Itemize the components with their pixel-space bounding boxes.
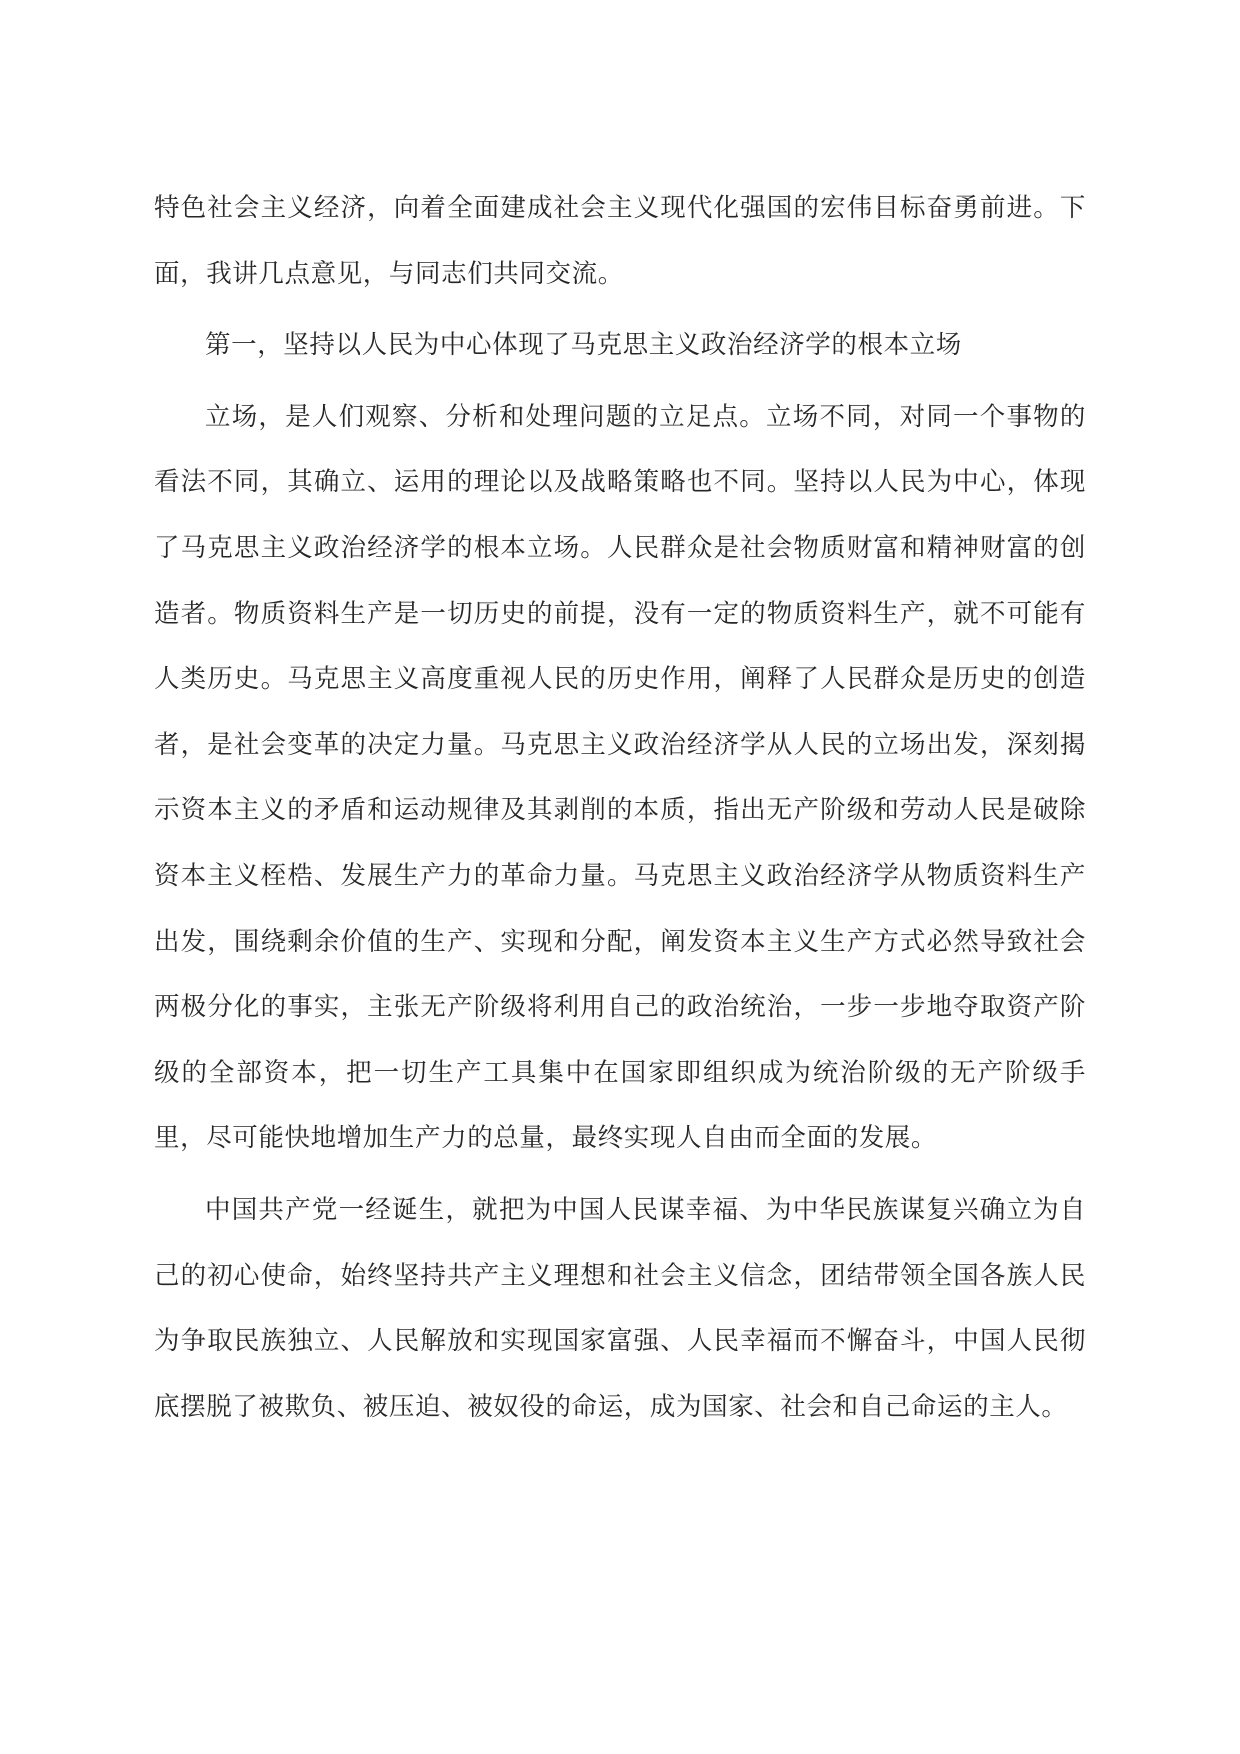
section-heading: 第一，坚持以人民为中心体现了马克思主义政治经济学的根本立场 xyxy=(205,330,962,361)
paragraph-party: 中国共产党一经诞生，就把为中国人民谋幸福、为中华民族谋复兴确立为自己的初心使命，始终坚持共产主义理想和社会主义信念，团结带领全国各族人民为争取民族独立、人民解放和实现国家富强、人民幸福而不懈奋斗，中国人民彻底摆脱了被欺负、被压迫、被奴役的命运，成为国家、社会和自己命运的主人。 xyxy=(154,1194,1086,1422)
document-body xyxy=(154,176,1086,1440)
paragraph-intro-continuation: 特色社会主义经济，向着全面建成社会主义现代化强国的宏伟目标奋勇前进。下面，我讲几点意见，与同志们共同交流。 xyxy=(154,193,1086,289)
paragraph-stance: 立场，是人们观察、分析和处理问题的立足点。立场不同，对同一个事物的看法不同，其确立、运用的理论以及战略策略也不同。坚持以人民为中心，体现了马克思主义政治经济学的根本立场。人民群众是社会物质财富和精神财富的创造者。物质资料生产是一切历史的前提，没有一定的物质资料生产，就不可能有人类历史。马克思主义高度重视人民的历史作用，阐释了人民群众是历史的创造者，是社会变革的决定力量。马克思主义政治经济学从人民的立场出发，深刻揭示资本主义的矛盾和运动规律及其剥削的本质，指出无产阶级和劳动人民是破除资本主义桎梏、发展生产力的革命力量。马克思主义政治经济学从物质资料生产出发，围绕剩余价值的生产、实现和分配，阐发资本主义生产方式必然导致社会两极分化的事实，主张无产阶级将利用自己的政治统治，一步一步地夺取资产阶级的全部资本，把一切生产工具集中在国家即组织成为统治阶级的无产阶级手里，尽可能快地增加生产力的总量，最终实现人自由而全面的发展。 xyxy=(154,401,1086,1154)
